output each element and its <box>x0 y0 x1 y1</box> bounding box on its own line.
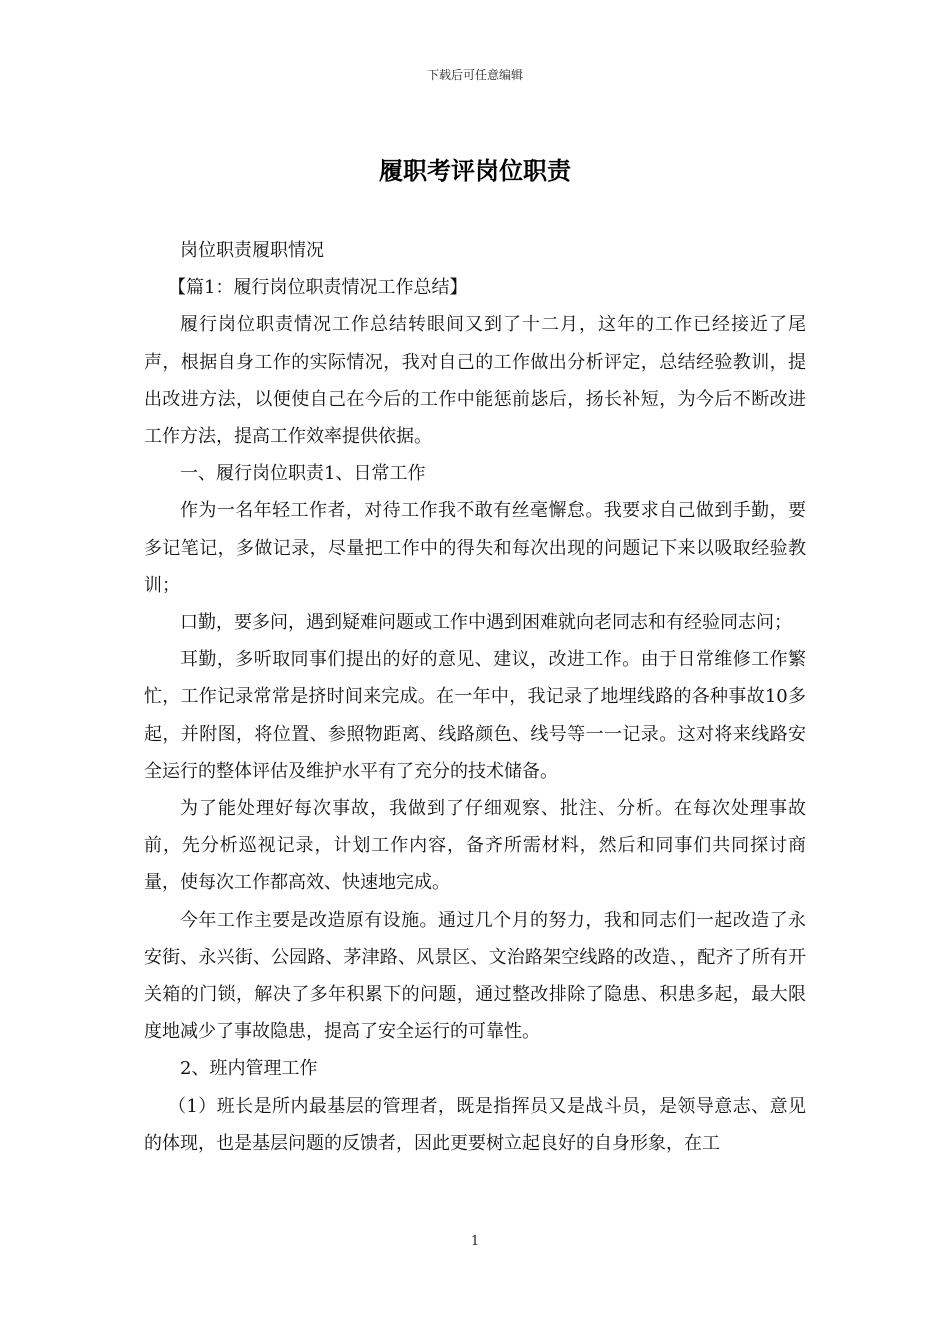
paragraph-hand-diligence: 作为一名年轻工作者，对待工作我不敢有丝毫懈怠。我要求自己做到手勤，要多记笔记，多做记录，尽量把工作中的得失和每次出现的问题记下来以吸取经验教训； <box>144 500 806 596</box>
paragraph-team-leader: （1）班长是所内最基层的管理者，既是指挥员又是战斗员，是领导意志、意见的体现，也是基层问题的反馈者，因此更要树立起良好的自身形象，在工 <box>144 1095 806 1154</box>
header-note: 下载后可任意编辑 <box>426 68 523 82</box>
page-number: 1 <box>470 1234 480 1249</box>
paragraph-subtitle: 岗位职责履职情况 <box>180 240 324 261</box>
paragraph-intro: 履行岗位职责情况工作总结转眼间又到了十二月，这年的工作已经接近了尾声，根据自身工作的实际情况，我对自己的工作做出分析评定，总结经验教训，提出改进方法，以便使自己在今后的工作中能惩前毖后，扬长补短，为今后不断改进工作方法，提高工作效率提供依据。 <box>144 314 806 448</box>
paragraph-mouth-diligence: 口勤，要多问，遇到疑难问题或工作中遇到困难就向老同志和有经验同志问； <box>180 612 792 634</box>
document-body <box>144 232 806 1162</box>
paragraph-section-heading: 【篇1：履行岗位职责情况工作总结】 <box>168 277 468 299</box>
paragraph-duty-heading: 一、履行岗位职责1、日常工作 <box>180 463 426 485</box>
paragraph-accident-handling: 为了能处理好每次事故，我做到了仔细观察、批注、分析。在每次处理事故前，先分析巡视记录，计划工作内容，备齐所需材料，然后和同事们共同探讨商量，使每次工作都高效、快速地完成。 <box>144 798 806 894</box>
paragraph-renovation: 今年工作主要是改造原有设施。通过几个月的努力，我和同志们一起改造了永安街、永兴街、公园路、茅津路、风景区、文治路架空线路的改造、，配齐了所有开关箱的门锁，解决了多年积累下的问题，通过整改排除了隐患、积患多起，最大限度地减少了事故隐患，提高了安全运行的可靠性。 <box>144 909 806 1043</box>
document-title: 履职考评岗位职责 <box>379 156 571 185</box>
paragraph-management-heading: 2、班内管理工作 <box>180 1058 318 1080</box>
paragraph-ear-diligence: 耳勤，多听取同事们提出的好的意见、建议，改进工作。由于日常维修工作繁忙，工作记录常常是挤时间来完成。在一年中，我记录了地埋线路的各种事故10多起，并附图，将位置、参照物距离、线路颜色、线号等一一记录。这对将来线路安全运行的整体评估及维护水平有了充分的技术储备。 <box>144 649 806 782</box>
